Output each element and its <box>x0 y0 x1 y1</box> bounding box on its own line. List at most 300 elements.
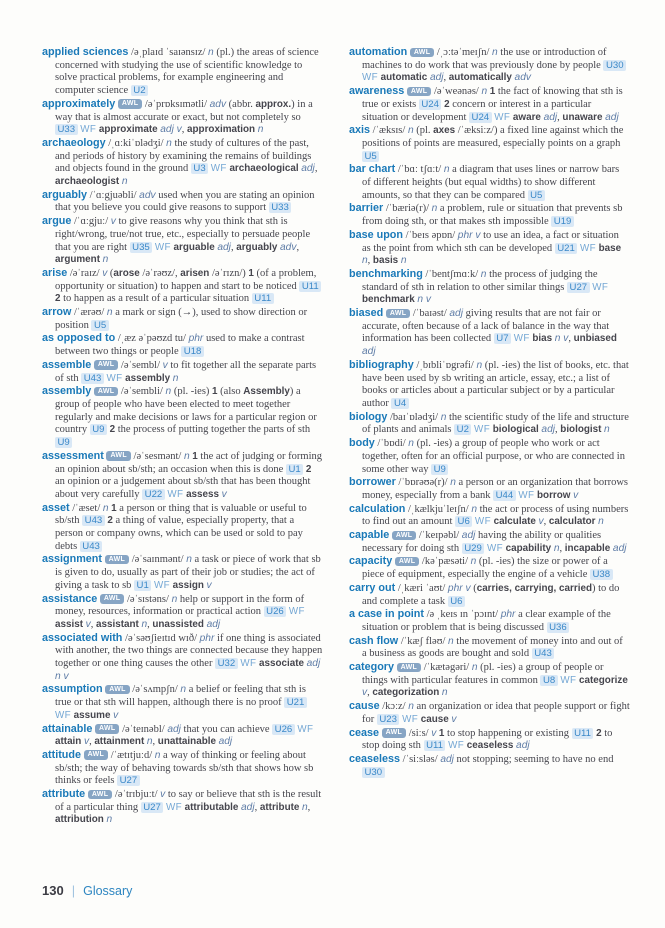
headword: a case in point <box>349 608 424 621</box>
awl-badge: AWL <box>106 451 130 461</box>
emphasis-text: arguable <box>173 241 215 253</box>
emphasis-text: unaware <box>562 111 603 123</box>
word-family-label: WF <box>474 516 491 528</box>
emphasis-text: attain <box>55 736 82 748</box>
glossary-entry <box>42 46 323 98</box>
glossary-columns <box>42 46 630 827</box>
headword: cease <box>349 726 380 739</box>
emphasis-text: 1 <box>438 727 445 739</box>
headword: borrower <box>349 476 396 489</box>
glossary-entry <box>349 727 630 753</box>
emphasis-text: approximate <box>98 124 158 136</box>
glossary-entry <box>349 700 630 726</box>
phonetics: /ˌbɪbliˈɒgrəfi/ <box>416 359 474 371</box>
unit-reference-badge: U9 <box>55 437 72 448</box>
definition-text: (also <box>220 386 241 398</box>
glossary-entry <box>349 163 630 202</box>
phonetics: /ˈæksiːz/ <box>457 125 494 137</box>
awl-badge: AWL <box>397 663 421 673</box>
unit-reference-badge: U36 <box>547 622 570 633</box>
part-of-speech: phr <box>199 632 215 644</box>
part-of-speech: adj <box>605 111 619 123</box>
part-of-speech: n <box>443 164 450 176</box>
phonetics: /ˈætɪtjuːd/ <box>110 749 153 761</box>
unit-reference-badge: U33 <box>55 124 78 135</box>
part-of-speech: n <box>171 593 178 605</box>
glossary-entry <box>42 788 323 827</box>
part-of-speech: n <box>431 203 438 215</box>
part-of-speech: adj <box>217 241 231 253</box>
emphasis-text: assembly <box>125 372 171 384</box>
part-of-speech: adj <box>429 72 444 84</box>
emphasis-text: arisen <box>180 267 210 279</box>
glossary-entry <box>349 608 630 634</box>
awl-badge: AWL <box>94 360 118 370</box>
definition-text: ) in a way that is almost accurate or exact, but not completely so <box>55 98 313 123</box>
headword: calculation <box>349 502 406 515</box>
glossary-entry <box>42 189 323 215</box>
part-of-speech: adj <box>218 736 233 748</box>
definition-text: a thing of value, especially property, that a person or company owns, which can be used or sold to pay debts <box>55 515 303 552</box>
emphasis-text: biologist <box>560 424 602 436</box>
glossary-entry <box>42 749 323 788</box>
word-family-label: WF <box>448 740 465 752</box>
part-of-speech: v <box>83 736 90 748</box>
headword: biology <box>349 410 388 423</box>
awl-badge: AWL <box>105 685 129 695</box>
part-of-speech: n <box>121 176 128 188</box>
definition-text: an opinion or a judgement about sb/sth that has been thought about very carefully <box>55 476 311 500</box>
glossary-entry <box>349 229 630 268</box>
definition-text: the act or process of using numbers to find out an amount <box>362 503 629 528</box>
headword: assistance <box>42 592 98 605</box>
emphasis-text: attribution <box>55 814 104 826</box>
part-of-speech: n <box>106 814 113 826</box>
part-of-speech: n <box>302 801 308 813</box>
part-of-speech: n <box>154 749 161 761</box>
word-family-label: WF <box>154 241 171 253</box>
glossary-entry <box>349 124 630 163</box>
definition-text: , <box>152 736 156 748</box>
part-of-speech: adj <box>167 723 181 735</box>
emphasis-text: 2 <box>107 515 113 527</box>
headword: biased <box>349 307 384 320</box>
phonetics: /ˈæset/ <box>72 502 101 514</box>
emphasis-text: calculate <box>493 516 536 528</box>
awl-badge: AWL <box>88 790 112 800</box>
emphasis-text: attributable <box>184 801 239 813</box>
definition-text: not stopping; seeming to have no end <box>456 753 614 765</box>
glossary-entry <box>42 332 323 358</box>
part-of-speech: adj n v <box>55 658 321 682</box>
definition-text: the use or introduction of machines to do work that was previously done by people <box>362 47 607 71</box>
definition-text: help or support in the form of money, resources, information or practical action <box>55 593 305 618</box>
part-of-speech: n <box>166 137 172 149</box>
definition-text: , <box>230 241 234 253</box>
unit-reference-badge: U11 <box>424 740 446 751</box>
emphasis-text: automatically <box>448 72 512 84</box>
part-of-speech: adv <box>139 189 156 201</box>
emphasis-text: aware <box>512 111 541 123</box>
definition-text: the act of judging or forming an opinion about sb/sth; an occasion when this is done <box>55 450 323 475</box>
emphasis-text: biological <box>492 424 539 436</box>
emphasis-text: categorize <box>579 674 628 686</box>
glossary-column-right <box>349 46 630 827</box>
definition-text: , <box>296 241 300 253</box>
phonetics: /baɪˈɒlədʒi/ <box>390 411 439 423</box>
headword: body <box>349 437 375 450</box>
awl-badge: AWL <box>94 387 118 397</box>
page-footer <box>42 883 132 898</box>
unit-reference-badge: U2 <box>454 424 471 435</box>
definition-text: (pl. -ies) a group of people or things with particular features in common <box>362 662 604 686</box>
phonetics: /ˈbɑː tʃɑːt/ <box>397 164 442 176</box>
headword: cause <box>349 700 380 713</box>
part-of-speech: n <box>141 618 148 630</box>
emphasis-text: capability <box>505 542 552 554</box>
phonetics: /ˌæz əˈpəʊzd tu/ <box>117 333 186 345</box>
part-of-speech: adj <box>516 740 530 752</box>
emphasis-text: 2 <box>596 727 602 739</box>
part-of-speech: n <box>476 359 483 371</box>
part-of-speech: v <box>206 579 212 591</box>
unit-reference-badge: U43 <box>82 515 105 526</box>
glossary-entry <box>349 753 630 779</box>
phonetics: /əˈraɪz/ <box>69 267 100 279</box>
glossary-entry <box>42 137 323 189</box>
headword: base upon <box>349 228 403 241</box>
awl-badge: AWL <box>382 728 406 738</box>
definition-text: a person or thing that is valuable or useful to sb/sth <box>55 502 307 527</box>
glossary-entry <box>349 85 630 124</box>
definition-text: (abbr. <box>228 98 253 110</box>
unit-reference-badge: U30 <box>603 60 626 71</box>
word-family-label: WF <box>494 111 511 123</box>
phonetics: /ˈɑːgjuː/ <box>74 216 109 228</box>
unit-reference-badge: U29 <box>462 543 485 554</box>
headword: applied sciences <box>42 46 129 58</box>
unit-reference-badge: U33 <box>269 202 292 213</box>
definition-text: the process of judging the standard of sth in relation to other similar things <box>362 268 598 293</box>
unit-reference-badge: U18 <box>181 346 204 357</box>
emphasis-text: attribute <box>259 801 300 813</box>
word-family-label: WF <box>513 333 530 345</box>
part-of-speech: n <box>470 556 477 568</box>
emphasis-text: unbiased <box>573 333 617 345</box>
glossary-entry <box>349 307 630 359</box>
unit-reference-badge: U27 <box>141 802 164 813</box>
part-of-speech: n <box>186 554 192 566</box>
word-family-label: WF <box>402 713 419 725</box>
word-family-label: WF <box>474 424 491 436</box>
unit-reference-badge: U26 <box>272 724 295 735</box>
emphasis-text: 2 <box>444 98 450 110</box>
headword: ceaseless <box>349 752 401 765</box>
word-family-label: WF <box>167 488 184 500</box>
glossary-entry <box>42 723 323 749</box>
part-of-speech: n <box>106 307 113 319</box>
part-of-speech: adj <box>362 346 376 358</box>
phonetics: /əˈteɪnəbl/ <box>122 723 165 735</box>
definition-text: a person or an organization that borrows money, especially from a bank <box>362 477 629 501</box>
part-of-speech: phr <box>500 609 516 621</box>
awl-badge: AWL <box>84 750 108 760</box>
headword: attitude <box>42 748 81 761</box>
glossary-entry <box>349 555 630 581</box>
unit-reference-badge: U3 <box>191 163 208 174</box>
glossary-entry <box>42 385 323 450</box>
phonetics: /siːs/ <box>408 727 429 739</box>
headword: benchmarking <box>349 267 423 280</box>
part-of-speech: n <box>408 701 414 713</box>
headword: category <box>349 661 395 674</box>
word-family-label: WF <box>362 72 379 84</box>
headword: attribute <box>42 788 86 801</box>
emphasis-text: unattainable <box>157 736 216 748</box>
part-of-speech: n <box>598 516 604 528</box>
definition-text: to stop happening or existing <box>447 727 569 739</box>
awl-badge: AWL <box>386 309 410 319</box>
part-of-speech: n <box>481 86 488 98</box>
definition-text: , <box>367 687 370 699</box>
definition-text: ) to do and complete a task <box>362 582 620 607</box>
definition-text: ( <box>473 582 477 594</box>
headword: carry out <box>349 581 396 594</box>
glossary-entry <box>349 359 630 411</box>
emphasis-text: cause <box>420 713 449 725</box>
part-of-speech: n <box>480 268 487 280</box>
awl-badge: AWL <box>105 555 129 565</box>
emphasis-text: 2 <box>55 293 61 305</box>
definition-text: (pl. -ies) <box>173 386 210 398</box>
word-family-label: WF <box>560 674 577 686</box>
part-of-speech: n <box>440 411 447 423</box>
unit-reference-badge: U8 <box>540 675 557 686</box>
phonetics: /əˈsəʊʃieɪtɪd wɪð/ <box>125 632 197 644</box>
definition-text: if one thing is associated with another, the two things are connected because they happen together or one thing causes the other <box>55 632 323 670</box>
headword: cash flow <box>349 634 399 647</box>
definition-text: to fit together all the separate parts of sth <box>55 359 317 384</box>
unit-reference-badge: U43 <box>80 541 103 552</box>
headword: capacity <box>349 555 393 568</box>
unit-reference-badge: U27 <box>117 775 140 786</box>
part-of-speech: adj <box>612 542 627 554</box>
part-of-speech: adv <box>209 98 227 110</box>
part-of-speech: adj <box>543 111 558 123</box>
word-family-label: WF <box>210 163 227 175</box>
unit-reference-badge: U24 <box>419 99 442 110</box>
definition-text: , <box>543 516 547 528</box>
unit-reference-badge: U19 <box>551 216 574 227</box>
phonetics: /ˈbeɪs əpɒn/ <box>405 229 456 241</box>
part-of-speech: v <box>110 216 116 228</box>
part-of-speech: v <box>221 488 227 500</box>
part-of-speech: n <box>450 477 456 489</box>
part-of-speech: n <box>102 502 109 514</box>
unit-reference-badge: U11 <box>252 293 274 304</box>
headword: assemble <box>42 358 92 371</box>
definition-text: to say or believe that sth is the result of a particular thing <box>55 789 322 813</box>
emphasis-text: bias <box>532 333 553 345</box>
phonetics: /kɔːz/ <box>382 701 406 713</box>
headword: as opposed to <box>42 332 116 345</box>
phonetics: /əˈrɪzn/ <box>211 267 243 279</box>
definition-text: the study of cultures of the past, and periods of history by examining the remains of buildings and objects found in the ground <box>55 137 312 175</box>
headword: assignment <box>42 553 102 566</box>
definition-text: ( <box>109 267 114 279</box>
phonetics: /əˈsʌmpʃn/ <box>132 684 178 696</box>
part-of-speech: n <box>408 438 414 450</box>
phonetics: /ˌɔːtəˈmeɪʃn/ <box>436 47 490 58</box>
part-of-speech: phr v <box>447 582 471 594</box>
word-family-label: WF <box>518 489 535 501</box>
part-of-speech: n <box>172 372 179 384</box>
glossary-entry <box>42 359 323 385</box>
headword: assembly <box>42 385 92 398</box>
headword: automation <box>349 46 408 58</box>
definition-text: , <box>174 267 178 279</box>
glossary-entry <box>349 661 630 700</box>
unit-reference-badge: U30 <box>362 767 385 778</box>
footer-section-title: Glossary <box>83 883 133 898</box>
definition-text: to happen as a result of a particular situation <box>63 293 250 305</box>
word-family-label: WF <box>165 801 182 813</box>
phonetics: /əˈprɒksɪmətli/ <box>144 98 207 110</box>
part-of-speech: n <box>362 255 368 267</box>
glossary-entry <box>349 529 630 555</box>
awl-badge: AWL <box>95 724 119 734</box>
phonetics: /ˈɑːgjuəbli/ <box>89 189 137 201</box>
emphasis-text: assume <box>73 709 111 721</box>
phonetics: /əˈsembli/ <box>120 386 163 398</box>
unit-reference-badge: U11 <box>572 728 594 739</box>
footer-separator: | <box>71 883 76 898</box>
part-of-speech: adj v <box>160 124 182 136</box>
part-of-speech: adv <box>514 72 531 84</box>
glossary-entry <box>349 635 630 661</box>
emphasis-text: automatic <box>380 72 428 84</box>
glossary-entry <box>42 267 323 306</box>
glossary-entry <box>42 553 323 592</box>
phonetics: /əˌplaɪd ˈsaɪənsɪz/ <box>131 47 206 58</box>
unit-reference-badge: U27 <box>567 282 590 293</box>
glossary-entry <box>349 582 630 608</box>
emphasis-text: assign <box>172 579 204 591</box>
phonetics: /əˈrəʊz/ <box>142 267 175 279</box>
emphasis-text: Assembly <box>243 386 290 398</box>
definition-text: the movement of money into and out of a business as goods are bought and sold <box>362 635 623 660</box>
part-of-speech: v <box>102 267 108 279</box>
emphasis-text: 1 <box>489 86 496 98</box>
unit-reference-badge: U43 <box>532 648 555 659</box>
awl-badge: AWL <box>118 99 142 109</box>
glossary-entry <box>42 450 323 502</box>
definition-text: ) <box>242 267 246 279</box>
headword: awareness <box>349 85 405 98</box>
unit-reference-badge: U2 <box>131 85 148 96</box>
definition-text: a clear example of the situation or problem that is being discussed <box>362 609 611 633</box>
definition-text: (pl.) the areas of science concerned with studying the use of scientific knowledge to solve practical problems, for example engineering and computer science <box>55 47 319 97</box>
emphasis-text: incapable <box>564 542 611 554</box>
definition-text: (pl. -ies) the list of books, etc. that have been used by sb writing an article, essay, etc.; a list of books or articles about a particular subject or by a particular author <box>362 359 629 409</box>
part-of-speech: n <box>407 125 414 137</box>
definition-text: that you can achieve <box>183 723 270 735</box>
glossary-entry <box>349 411 630 437</box>
glossary-entry <box>42 98 323 137</box>
part-of-speech: v <box>160 789 166 801</box>
part-of-speech: adj <box>241 801 255 813</box>
part-of-speech: n <box>448 635 454 647</box>
headword: assumption <box>42 683 103 696</box>
headword: capable <box>349 529 390 542</box>
phonetics: /ˈkeɪpəbl/ <box>418 530 460 542</box>
emphasis-text: arguably <box>236 241 278 253</box>
part-of-speech: adj <box>541 424 556 436</box>
definition-text: used to make a contrast between two things or people <box>55 333 305 358</box>
unit-reference-badge: U6 <box>455 516 472 527</box>
glossary-entry <box>349 503 630 529</box>
phonetics: /ˈærəʊ/ <box>74 307 105 319</box>
part-of-speech: v <box>538 516 544 528</box>
part-of-speech: n <box>180 684 187 696</box>
unit-reference-badge: U26 <box>264 606 287 617</box>
word-family-label: WF <box>592 281 609 293</box>
definition-text: a problem, rule or situation that prevents sb from doing sth, or that makes sth impossible <box>362 203 623 228</box>
part-of-speech: adv <box>280 241 297 253</box>
word-family-label: WF <box>240 658 257 670</box>
unit-reference-badge: U21 <box>284 697 307 708</box>
definition-text: to stop doing sth <box>362 727 613 752</box>
definition-text: ) a group of people who have been elected to meet together regularly and make decisions or laws for a particular region or country <box>55 386 317 436</box>
part-of-speech: n <box>441 687 448 699</box>
phonetics: /ˈkæʃ fləʊ/ <box>400 635 446 647</box>
part-of-speech: n v <box>554 333 569 345</box>
headword: arise <box>42 266 68 279</box>
part-of-speech: phr <box>188 333 204 345</box>
definition-text: the fact of knowing that sth is true or exists <box>362 86 623 110</box>
emphasis-text: 2 <box>305 463 312 475</box>
definition-text: , <box>557 111 560 123</box>
definition-text: (of a problem, opportunity or situation) to happen and start to be noticed <box>55 267 317 292</box>
definition-text: (pl. <box>416 125 431 137</box>
emphasis-text: argument <box>55 254 100 266</box>
unit-reference-badge: U38 <box>590 569 613 580</box>
word-family-label: WF <box>106 372 123 384</box>
phonetics: /kəˈpæsəti/ <box>421 556 468 568</box>
emphasis-text: 2 <box>109 424 116 436</box>
emphasis-text: calculator <box>548 516 596 528</box>
definition-text: to use an idea, a fact or situation as the point from which sth can be developed <box>362 229 619 254</box>
phonetics: /əˈtrɪbjuːt/ <box>114 789 158 801</box>
definition-text: , <box>443 72 447 84</box>
part-of-speech: n <box>492 47 498 58</box>
headword: axis <box>349 124 371 137</box>
emphasis-text: unassisted <box>152 618 204 630</box>
unit-reference-badge: U1 <box>286 464 303 475</box>
emphasis-text: associate <box>258 658 304 670</box>
phonetics: /əˈsaɪnmənt/ <box>131 554 184 566</box>
part-of-speech: v <box>451 713 457 725</box>
definition-text: , <box>90 618 94 630</box>
part-of-speech: n <box>553 542 560 554</box>
emphasis-text: assistant <box>95 618 139 630</box>
headword: assessment <box>42 449 104 462</box>
glossary-entry <box>42 215 323 267</box>
emphasis-text: archaeologist <box>55 176 120 188</box>
awl-badge: AWL <box>100 594 124 604</box>
emphasis-text: 1 <box>111 502 117 514</box>
definition-text: , <box>89 736 92 748</box>
